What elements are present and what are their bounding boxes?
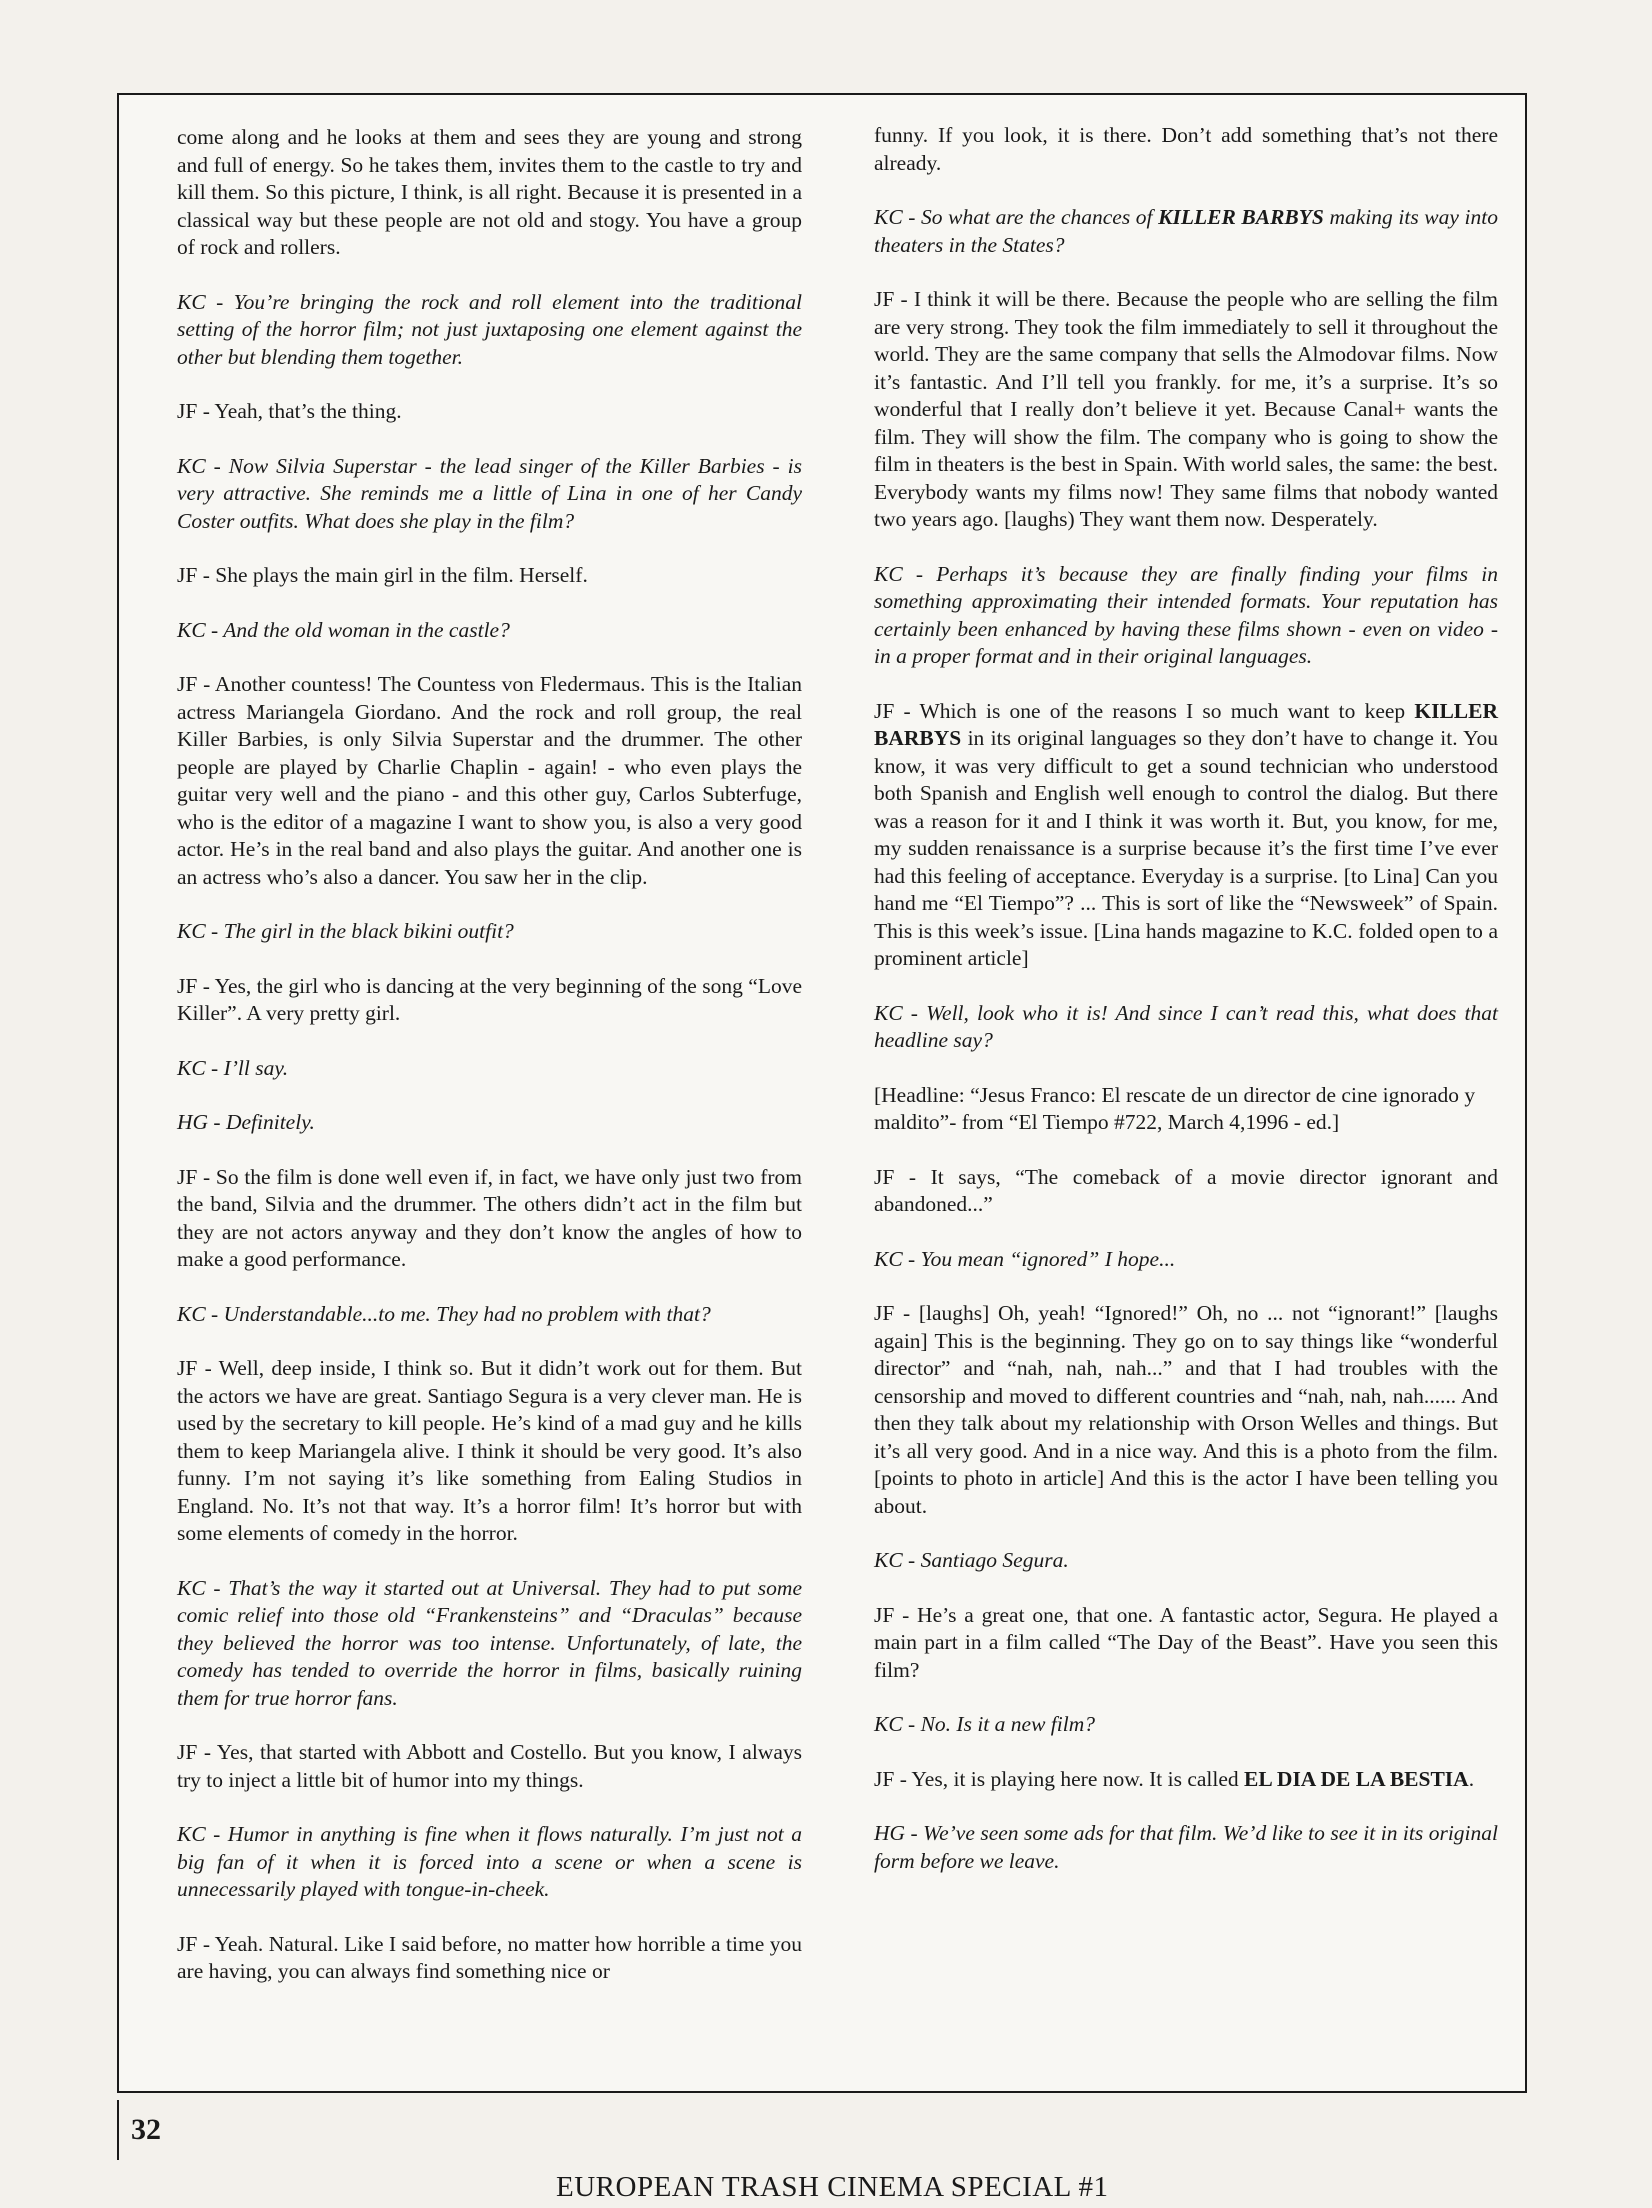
paragraph: funny. If you look, it is there. Don’t add something that’s not there already. (874, 123, 1498, 175)
text-run: KC - So what are the chances of (874, 205, 1159, 229)
question: HG - Definitely. (177, 1110, 315, 1134)
question: KC - Perhaps it’s because they are finally finding your films in something approximating their intended formats. Your reputation has certainly been enhanced by having these films shown - even on video - in a proper format and in their original languages. (874, 561, 1498, 668)
paragraph: JF - [laughs] Oh, yeah! “Ignored!” Oh, no ... not “ignorant!” [laughs again] This is the beginning. They go on to say things like “wonderful director” and “nah, nah, nah...” and that I had troubles with the censorship and moved to different countries and “nah, nah, nah...... And then they talk about my relationship with Orson Welles and things. But it’s all very good. And in a nice way. And this is a photo from the film. [points to photo in article] And this is the actor I have been telling you about. (874, 1301, 1498, 1518)
paragraph: JF - She plays the main girl in the film. Herself. (177, 563, 588, 587)
question: KC - And the old woman in the castle? (177, 617, 510, 642)
question: KC - You’re bringing the rock and roll element into the traditional setting of the horror film; not just juxtaposing one element against the other but blending them together. (177, 289, 802, 369)
paragraph: JF - Yeah, that’s the thing. (177, 399, 402, 423)
film-title: KILLER BARBYS (1158, 205, 1324, 229)
question: KC - Understandable...to me. They had no problem with that? (177, 1301, 711, 1326)
question: KC - Now Silvia Superstar - the lead singer of the Killer Barbies - is very attractive. She reminds me a little of Lina in one of her Candy Coster outfits. What does she play in the film? (177, 453, 802, 533)
text-run: JF - Yes, it is playing here now. It is called (874, 1766, 1245, 1791)
paragraph: JF - Yes, the girl who is dancing at the very beginning of the song “Love Killer”. A very pretty girl. (177, 973, 802, 1025)
paragraph: JF - Well, deep inside, I think so. But it didn’t work out for them. But the actors we have are great. Santiago Segura is a very clever man. He is used by the secretary to kill people. He’s kind of a mad guy and he kills them to keep Mariangela alive. I think it should be very good. It’s also funny. I’m not saying it’s like something from Ealing Studios in England. No. It’s not that way. It’s a horror film! It’s horror but with some elements of comedy in the horror. (177, 1356, 802, 1545)
paragraph (874, 1766, 1498, 1794)
text-run: in its original languages so they don’t have to change it. You know, it was very difficult to get a sound technician who understood both Spanish and English well enough to control the dialog. But there was a reason for it and I think it was worth it. But, you know, for me, my sudden renaissance is a surprise because it’s the first time I’ve ever had this feeling of acceptance. Everyday is a surprise. [to Lina] Can you hand me “El Tiempo”? ... This is sort of like the “Newsweek” of Spain. This is this week’s issue. [Lina hands magazine to K.C. folded open to a prominent article] (874, 726, 1498, 970)
paragraph: JF - I think it will be there. Because the people who are selling the film are very strong. They took the film immediately to sell it throughout the world. They are the same company that sells the Almodovar films. Now it’s fantastic. And I’ll tell you frankly. for me, it’s a surprise. It’s so wonderful that I really don’t believe it yet. Because Canal+ wants the film. They will show the film. The company who is going to show the film in theaters is the best in Spain. With world sales, the same: the best. Everybody wants my films now! They same films that nobody wanted two years ago. [laughs) They want them now. Desperately. (874, 287, 1498, 531)
question: KC - Well, look who it is! And since I can’t read this, what does that headline say? (874, 1000, 1498, 1052)
paragraph: JF - Yeah. Natural. Like I said before, no matter how horrible a time you are having, you can always find something nice or (177, 1931, 802, 1983)
paragraph: [Headline: “Jesus Franco: El rescate de un director de cine ignorado y maldito”- from “El Tiempo #722, March 4,1996 - ed.] (874, 1082, 1476, 1134)
paragraph (874, 698, 1498, 973)
footer-title: EUROPEAN TRASH CINEMA SPECIAL #1 (556, 2171, 1109, 2203)
question: KC - The girl in the black bikini outfit? (177, 919, 514, 943)
text-run: . (1468, 1766, 1475, 1791)
right-column (874, 122, 1498, 1902)
paragraph: JF - He’s a great one, that one. A fantastic actor, Segura. He played a main part in a film called “The Day of the Beast”. Have you seen this film? (874, 1602, 1498, 1682)
paragraph: JF - So the film is done well even if, in fact, we have only just two from the band, Silvia and the drummer. The others didn’t act in the film but they are not actors anyway and they don’t know the angles of how to make a good performance. (177, 1164, 802, 1271)
crop-mark (117, 2100, 119, 2160)
question: KC - No. Is it a new film? (874, 1712, 1095, 1736)
film-title: KILLER BARBYS (874, 698, 1498, 750)
text-run: making its way into theaters in the States? (874, 205, 1498, 257)
question: HG - We’ve seen some ads for that film. We’d like to see it in its original form before we leave. (874, 1821, 1498, 1873)
question: KC - That’s the way it started out at Universal. They had to put some comic relief into those old “Frankensteins” and “Draculas” because they believed the horror was too intense. Unfortunately, of late, the comedy has tended to override the horror in films, basically ruining them for true horror fans. (177, 1575, 802, 1710)
paragraph: JF - It says, “The comeback of a movie director ignorant and abandoned...” (874, 1164, 1498, 1216)
question: KC - Humor in anything is fine when it flows naturally. I’m just not a big fan of it when it is forced into a scene or when a scene is unnecessarily played with tongue-in-cheek. (177, 1822, 802, 1901)
left-column (177, 124, 802, 2013)
page-number: 32 (131, 2113, 161, 2146)
question: KC - Santiago Segura. (874, 1548, 1069, 1572)
paragraph: come along and he looks at them and sees they are young and strong and full of energy. So he takes them, invites them to the castle to try and kill them. So this picture, I think, is all right. Because it is presented in a classical way but these people are not old and stogy. You have a group of rock and rollers. (177, 125, 802, 259)
paragraph: JF - Yes, that started with Abbott and Costello. But you know, I always try to inject a little bit of humor into my things. (177, 1740, 802, 1792)
question: KC - I’ll say. (177, 1055, 289, 1080)
text-run: JF - Which is one of the reasons I so much want to keep (874, 698, 1415, 723)
paragraph: JF - Another countess! The Countess von Fledermaus. This is the Italian actress Mariangela Giordano. And the rock and roll group, the real Killer Barbies, is only Silvia Superstar and the drummer. The other people are played by Charlie Chaplin - again! - who even plays the guitar very well and the piano - and this other guy, Carlos Subterfuge, who is the editor of a magazine I want to show you, is also a very good actor. He’s in the real band and also plays the guitar. And another one is an actress who’s also a dancer. You saw her in the clip. (177, 672, 802, 889)
film-title: EL DIA DE LA BESTIA (1244, 1766, 1469, 1791)
question: KC - You mean “ignored” I hope... (874, 1246, 1176, 1271)
question (874, 204, 1498, 259)
